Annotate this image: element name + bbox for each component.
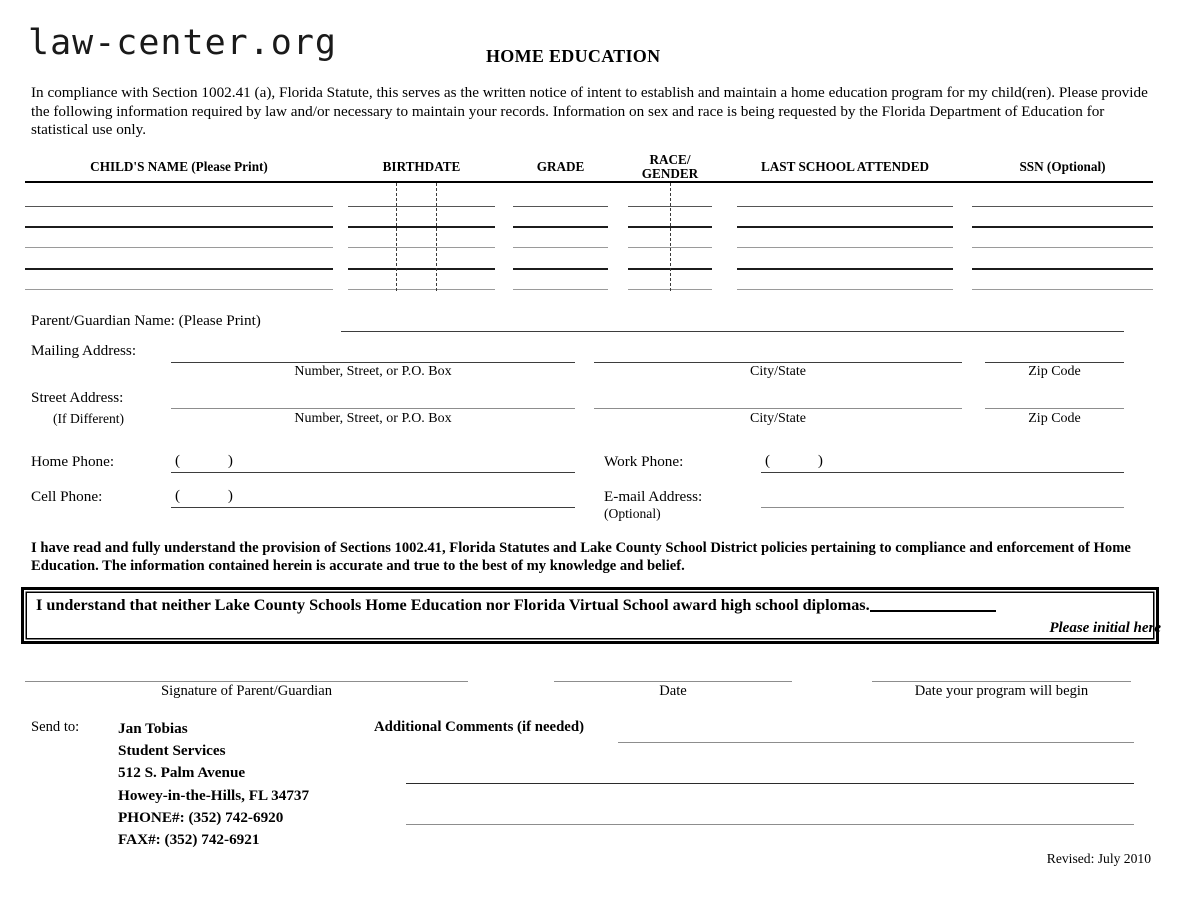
birthdate-month-divider — [396, 183, 397, 291]
column-header-birthdate: BIRTHDATE — [382, 159, 461, 174]
table-row[interactable] — [513, 268, 608, 270]
table-row[interactable] — [25, 289, 333, 290]
street-street-input[interactable] — [171, 408, 575, 409]
cell-phone-label: Cell Phone: — [31, 488, 103, 505]
table-row[interactable] — [513, 247, 608, 248]
table-row[interactable] — [513, 226, 608, 228]
table-row[interactable] — [737, 206, 953, 207]
mailing-street-caption: Number, Street, or P.O. Box — [294, 364, 452, 379]
comments-input-line-3[interactable] — [406, 824, 1134, 825]
date-caption: Date — [659, 683, 687, 699]
mailing-zip-caption: Zip Code — [1028, 364, 1081, 379]
table-row[interactable] — [348, 226, 495, 228]
column-header-race-gender-line2: GENDER — [641, 166, 699, 181]
street-zip-input[interactable] — [985, 408, 1124, 409]
comments-input-line-2[interactable] — [406, 783, 1134, 784]
table-row[interactable] — [972, 268, 1153, 270]
table-row[interactable] — [737, 289, 953, 290]
column-header-race-gender-line1: RACE/ — [649, 152, 691, 167]
parent-guardian-name-input[interactable] — [341, 331, 1124, 332]
street-address-sublabel: (If Different) — [53, 411, 125, 426]
street-zip-caption: Zip Code — [1028, 411, 1081, 426]
send-to-line: Jan Tobias — [118, 720, 188, 737]
please-initial-here-note: Please initial here — [1049, 620, 1161, 636]
table-row[interactable] — [972, 289, 1153, 290]
column-header-last-school: LAST SCHOOL ATTENDED — [760, 159, 930, 174]
column-header-ssn: SSN (Optional) — [1019, 159, 1106, 174]
table-row[interactable] — [348, 268, 495, 270]
home-phone-label: Home Phone: — [31, 453, 115, 470]
email-label: E-mail Address: — [604, 488, 703, 505]
send-to-label: Send to: — [31, 719, 80, 735]
work-phone-input[interactable] — [761, 472, 1124, 473]
program-start-date-caption: Date your program will begin — [914, 683, 1089, 699]
table-row[interactable] — [737, 268, 953, 270]
send-to-line: 512 S. Palm Avenue — [118, 764, 246, 782]
send-to-address — [118, 718, 309, 851]
email-input[interactable] — [761, 507, 1124, 508]
work-phone-area-code[interactable]: ( ) — [765, 452, 845, 469]
street-street-caption: Number, Street, or P.O. Box — [294, 411, 452, 426]
table-row[interactable] — [348, 247, 495, 248]
table-row[interactable] — [25, 226, 333, 228]
home-phone-input[interactable] — [171, 472, 575, 473]
diploma-disclaimer-text — [36, 596, 996, 615]
street-address-label: Street Address: — [31, 389, 124, 406]
table-row[interactable] — [737, 226, 953, 228]
revised-date: Revised: July 2010 — [1046, 851, 1151, 866]
table-row[interactable] — [513, 206, 608, 207]
table-row[interactable] — [628, 268, 712, 270]
page-title: HOME EDUCATION — [486, 46, 661, 66]
compliance-statement: I have read and fully understand the provision of Sections 1002.41, Florida Statutes and Lake County School District policies pertaining to compliance and enforcement of Home Education. The information contained herein is accurate and true to the best of my knowledge and belief. — [31, 540, 1131, 575]
table-row[interactable] — [348, 206, 495, 207]
table-row[interactable] — [628, 206, 712, 207]
comments-input-line-1[interactable] — [618, 742, 1134, 743]
cell-phone-area-code[interactable]: ( ) — [175, 487, 255, 504]
mailing-zip-input[interactable] — [985, 362, 1124, 363]
street-city-state-input[interactable] — [594, 408, 962, 409]
table-top-rule — [25, 181, 1153, 183]
birthdate-day-divider — [436, 183, 437, 291]
table-row[interactable] — [25, 268, 333, 270]
mailing-street-input[interactable] — [171, 362, 575, 363]
site-logo: law-center.org — [28, 23, 338, 63]
initial-input[interactable] — [870, 610, 996, 612]
table-row[interactable] — [972, 206, 1153, 207]
table-row[interactable] — [737, 247, 953, 248]
email-sublabel: (Optional) — [604, 506, 661, 521]
cell-phone-input[interactable] — [171, 507, 575, 508]
table-row[interactable] — [972, 247, 1153, 248]
table-row[interactable] — [25, 206, 333, 207]
race-gender-divider — [670, 183, 671, 291]
column-header-child-name: CHILD'S NAME (Please Print) — [90, 159, 268, 174]
mailing-address-label: Mailing Address: — [31, 342, 137, 359]
send-to-line: PHONE#: (352) 742-6920 — [118, 808, 284, 826]
send-to-line: Howey-in-the-Hills, FL 34737 — [118, 786, 310, 804]
diploma-disclaimer-sentence: I understand that neither Lake County Schools Home Education nor Florida Virtual School award high school diplomas. — [36, 596, 870, 614]
street-city-state-caption: City/State — [750, 411, 806, 426]
column-header-grade: GRADE — [536, 159, 585, 174]
table-row[interactable] — [972, 226, 1153, 228]
parent-guardian-name-label: Parent/Guardian Name: (Please Print) — [31, 312, 261, 329]
table-row[interactable] — [628, 289, 712, 290]
table-row[interactable] — [628, 247, 712, 248]
mailing-city-state-input[interactable] — [594, 362, 962, 363]
send-to-line: FAX#: (352) 742-6921 — [118, 831, 260, 849]
work-phone-label: Work Phone: — [604, 453, 684, 470]
home-phone-area-code[interactable]: ( ) — [175, 452, 255, 469]
table-row[interactable] — [348, 289, 495, 290]
send-to-line: Student Services — [118, 742, 226, 760]
table-row[interactable] — [628, 226, 712, 228]
additional-comments-label: Additional Comments (if needed) — [374, 719, 585, 735]
table-row[interactable] — [25, 247, 333, 248]
signature-caption: Signature of Parent/Guardian — [160, 683, 333, 699]
table-row[interactable] — [513, 289, 608, 290]
mailing-city-state-caption: City/State — [750, 364, 806, 379]
intro-paragraph: In compliance with Section 1002.41 (a), Florida Statute, this serves as the written notice of intent to establish and maintain a home education program for my child(ren). Please provide the following information required by law and/or necessary to maintain your records. Information on sex and race is being requested by the Florida Department of Education for statistical use only. — [31, 84, 1148, 139]
